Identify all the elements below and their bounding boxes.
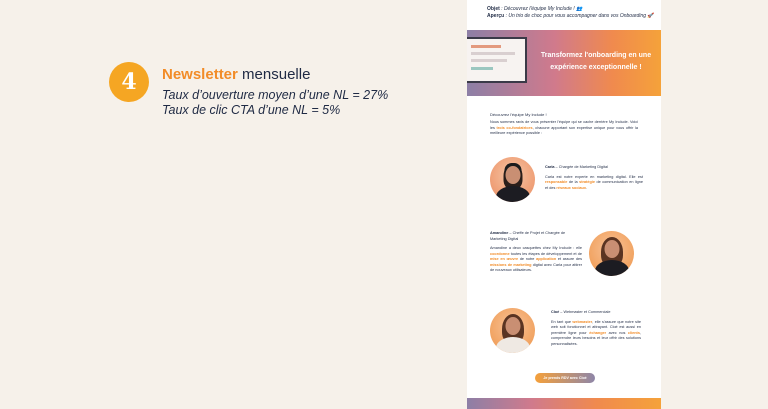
body-shape (496, 186, 530, 202)
screen-bar (471, 52, 515, 55)
bio-highlight: stratégie (579, 180, 595, 184)
slide-heading (162, 66, 310, 83)
email-footer-band (467, 398, 661, 409)
person-amandine (490, 231, 582, 274)
intro-text-1: Nous sommes ravis de vous présenter l'équipe qui se cache derrière My Include. Voici les (490, 120, 638, 130)
book-appointment-button[interactable]: Je prends RDV avec Cloé (535, 373, 595, 383)
bio-highlight: clients (627, 330, 640, 335)
bio-text: toutes les étapes de développement et de (509, 251, 582, 256)
person-title (545, 165, 643, 171)
avatar-carla (490, 157, 535, 202)
bio-text: de la (567, 180, 580, 184)
bio-highlight: échanger (589, 330, 607, 335)
head-shape (505, 317, 520, 335)
object-label: Objet (487, 6, 500, 12)
body-shape (496, 337, 530, 353)
stats-block (162, 88, 388, 118)
intro-greeting: Découvrez l'équipe My Include ! (490, 112, 547, 117)
person-role: – Chargée de Marketing Digital (554, 165, 608, 169)
bio-text: et assure des (556, 257, 582, 261)
intro-paragraph (490, 120, 638, 137)
bio-text: Amandine a deux casquettes chez My Include : elle (490, 246, 582, 250)
bio-highlight: coordonne (490, 251, 510, 256)
intro-text-2: , chacune apportant son expertise unique pour vous offrir la meilleure expérience possible : (490, 125, 638, 135)
bio-text: avec nos (606, 330, 628, 335)
bio-highlight: application (536, 257, 557, 261)
bio-text: de communication en ligne et des (545, 180, 643, 190)
person-bio (490, 246, 582, 274)
person-name: Cloé (551, 310, 560, 314)
bio-text: . (585, 185, 588, 190)
person-name: Carla (545, 165, 555, 169)
head-shape (505, 166, 520, 184)
email-meta (487, 6, 654, 21)
bio-text: , elle s'assure que notre site web soit fonctionnel et attrayant. Cloé est aussi en première ligne pour (551, 319, 641, 335)
bio-highlight: webmaster (572, 319, 593, 324)
person-title (551, 310, 641, 316)
person-cloe (551, 310, 641, 347)
heading-accent: Newsletter (162, 66, 238, 83)
heading-rest: mensuelle (237, 66, 311, 83)
person-name: Amandine (490, 231, 509, 235)
body-shape (595, 260, 629, 276)
bio-text: , comprendre leurs besoins et leur offrir des solutions personnalisées. (551, 330, 641, 346)
avatar-amandine (589, 231, 634, 276)
step-number-badge: 4 (109, 62, 149, 102)
screen-bar (471, 59, 507, 62)
person-title (490, 231, 582, 242)
person-role: – Cheffe de Projet et Chargée de Marketing Digital (490, 231, 566, 241)
avatar-cloe (490, 308, 535, 353)
stat-open-rate: Taux d’ouverture moyen d’une NL = 27% (162, 88, 389, 102)
bio-highlight: mise en œuvre (490, 257, 519, 261)
preview-label: Aperçu (487, 13, 505, 20)
bio-highlight: missions de marketing (490, 262, 532, 267)
hero-banner (467, 30, 661, 96)
person-carla (545, 165, 643, 191)
person-role: – Webmaster et Commerciale (559, 310, 611, 314)
person-bio (551, 320, 641, 348)
screen-bar (471, 45, 501, 48)
stat-click-rate: Taux de clic CTA d’une NL = 5% (162, 103, 341, 117)
newsletter-preview (467, 0, 661, 409)
bio-text: Carla est notre experte en marketing digital. Elle est (545, 174, 643, 179)
laptop-illustration (467, 37, 527, 83)
bio-highlight: réseaux sociaux (556, 185, 586, 190)
intro-highlight: trois co-fondatrices (496, 125, 533, 130)
bio-text: digital avec Carla pour attirer de nouveaux utilisateurs. (490, 262, 583, 272)
preview-text: : Un trio de choc pour vous accompagner dans vos Onboarding 🚀 (504, 13, 654, 20)
bio-text: En tant que (551, 319, 573, 324)
bio-highlight: responsable (545, 180, 568, 184)
head-shape (604, 240, 619, 258)
person-bio (545, 175, 643, 192)
bio-text: de notre (518, 257, 537, 261)
object-text: : Découvrez l'équipe My Include ! 👥 (499, 6, 583, 12)
email-preview-line (487, 13, 654, 20)
hero-title: Transformez l'onboarding en une expérience exceptionnelle ! (540, 52, 652, 71)
screen-bar (471, 67, 493, 70)
